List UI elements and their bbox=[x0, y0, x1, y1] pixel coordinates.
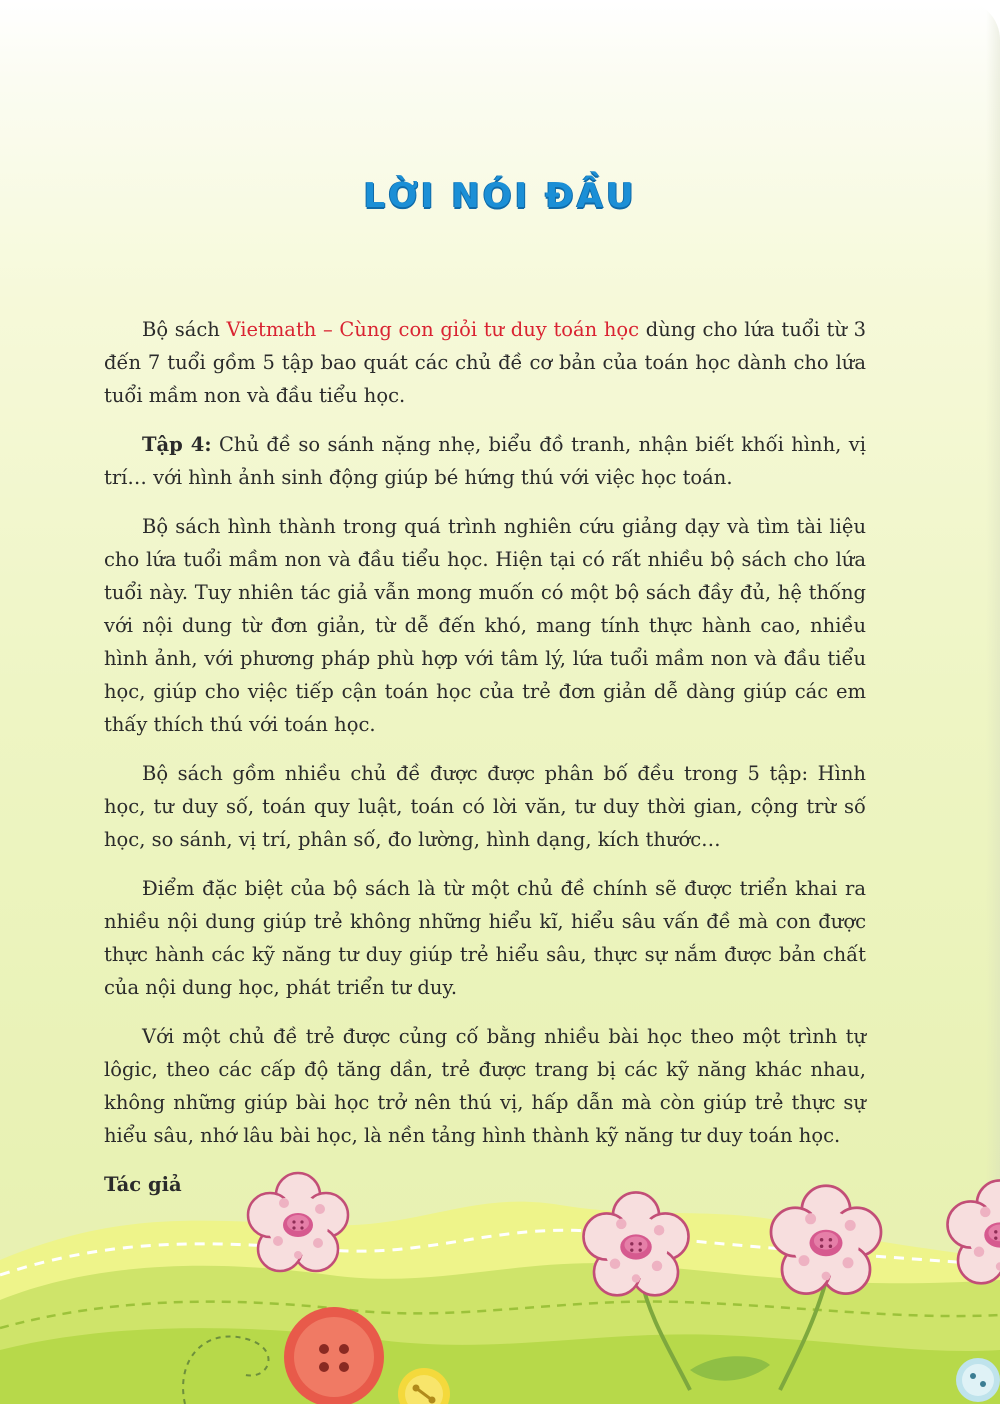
paragraph-1 bbox=[104, 313, 866, 412]
paragraph-2 bbox=[104, 428, 866, 494]
paragraph-4: Bộ sách gồm nhiều chủ đề được được phân bố đều trong 5 tập: Hình học, tư duy số, toán quy luật, toán có lời văn, tư duy thời gian, cộng trừ số học, so sánh, vị trí, phân số, đo lường, hình dạng, kích thước… bbox=[104, 762, 866, 851]
paragraph-3: Bộ sách hình thành trong quá trình nghiên cứu giảng dạy và tìm tài liệu cho lứa tuổi mầm non và đầu tiểu học. Hiện tại có rất nhiều bộ sách cho lứa tuổi này. Tuy nhiên tác giả vẫn mong muốn có một bộ sách đầy đủ, hệ thống với nội dung từ đơn giản, từ dễ đến khó, mang tính thực hành cao, nhiều hình ảnh, với phương pháp phù hợp với tâm lý, lứa tuổi mầm non và đầu tiểu học, giúp cho việc tiếp cận toán học của trẻ đơn giản dễ dàng giúp các em thấy thích thú với toán học. bbox=[104, 515, 866, 736]
paragraph-1-rest: dùng cho lứa tuổi từ 3 đến 7 tuổi gồm 5 tập bao quát các chủ đề cơ bản của toán học dành cho lứa tuổi mầm non và đầu tiểu học. bbox=[104, 318, 866, 407]
flower-icon bbox=[584, 1192, 689, 1295]
bottom-decoration bbox=[0, 1150, 1000, 1404]
volume-label: Tập 4: bbox=[142, 433, 212, 456]
flower-icon bbox=[248, 1173, 348, 1271]
paragraph-1-lead: Bộ sách bbox=[142, 318, 227, 341]
paragraph-6: Với một chủ đề trẻ được củng cố bằng nhiều bài học theo một trình tự lôgic, theo các cấp độ tăng dần, trẻ được trang bị các kỹ năng khác nhau, không những giúp bài học trở nên thú vị, hấp dẫn mà còn giúp trẻ thực sự hiểu sâu, nhớ lâu bài học, là nền tảng hình thành kỹ năng tư duy toán học. bbox=[104, 1025, 866, 1147]
series-name: Vietmath – Cùng con giỏi tư duy toán học bbox=[226, 318, 640, 341]
button-icon bbox=[284, 1307, 384, 1404]
flower-icon bbox=[771, 1186, 881, 1294]
preface-body bbox=[104, 313, 866, 1217]
author-signature: Tác giả bbox=[104, 1173, 182, 1196]
button-icon bbox=[956, 1358, 1000, 1402]
paragraph-2-rest: Chủ đề so sánh nặng nhẹ, biểu đồ tranh, nhận biết khối hình, vị trí… với hình ảnh sinh động giúp bé hứng thú với việc học toán. bbox=[104, 433, 866, 489]
page-title: LỜI NÓI ĐẦU bbox=[363, 176, 637, 216]
paragraph-5: Điểm đặc biệt của bộ sách là từ một chủ đề chính sẽ được triển khai ra nhiều nội dung giúp trẻ không những hiểu kĩ, hiểu sâu vấn đề mà con được thực hành các kỹ năng tư duy giúp trẻ hiểu sâu, thực sự nắm được bản chất của nội dung học, phát triển tư duy. bbox=[104, 877, 866, 999]
